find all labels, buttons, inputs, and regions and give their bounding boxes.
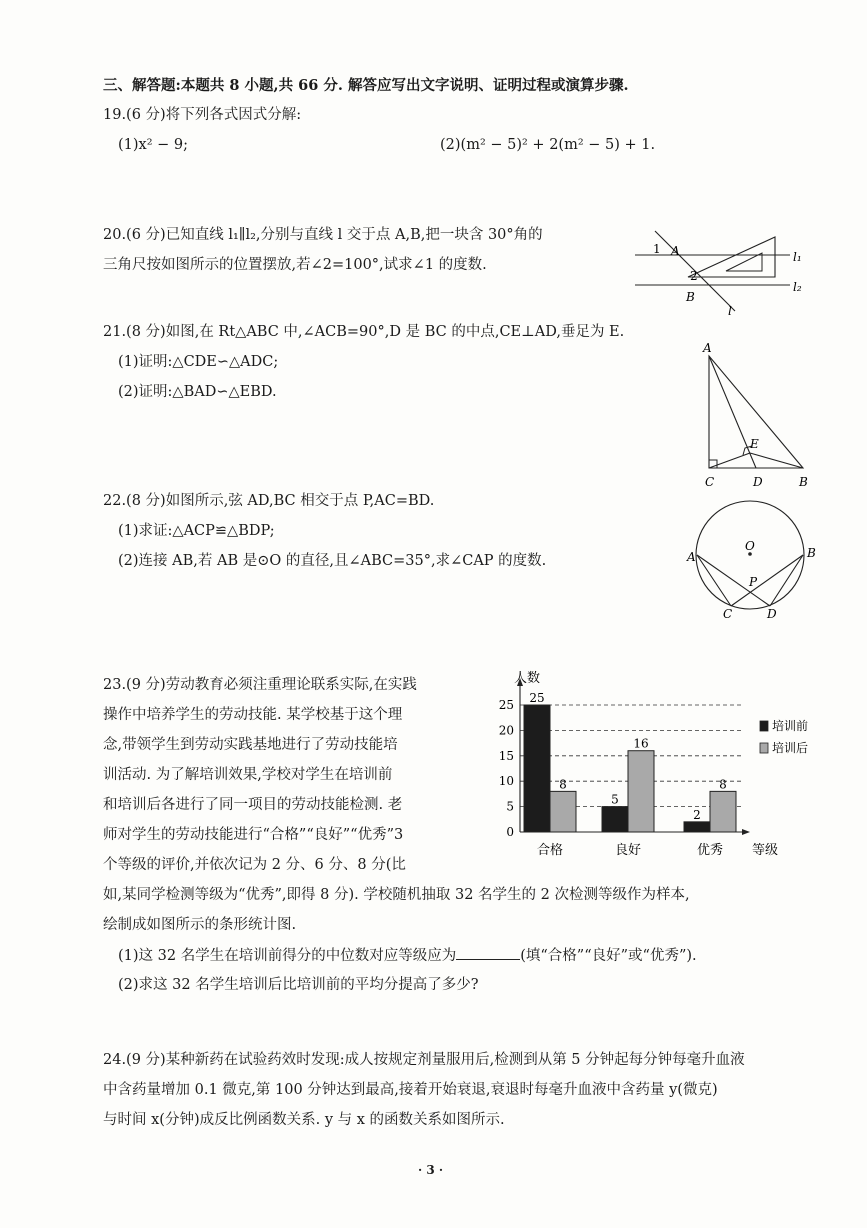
data-label: 2 — [693, 807, 701, 822]
category-label: 优秀 — [696, 843, 724, 858]
q20-line2: 三角尺按如图所示的位置摆放,若∠2=100°,试求∠1 的度数. — [103, 257, 487, 273]
q23-line6: 师对学生的劳动技能进行“合格”“良好”“优秀”3 — [103, 827, 404, 843]
category-label: 合格 — [536, 843, 564, 858]
fig22-label-D: D — [767, 607, 777, 621]
triangle-ruler-inner — [726, 253, 762, 271]
chord-bc — [731, 555, 803, 606]
q20-figure — [630, 225, 810, 317]
fig22-label-C: C — [723, 607, 733, 621]
q21-figure — [695, 340, 820, 492]
triangle-abc — [709, 356, 803, 468]
section-heading: 三、解答题:本题共 8 小题,共 66 分. 解答应写出文字说明、证明过程或演算步骤. — [103, 77, 629, 94]
y-tick-label: 20 — [498, 723, 514, 738]
q21-stem: 21.(8 分)如图,在 Rt△ABC 中,∠ACB=90°,D 是 BC 的中点,CE⊥AD,垂足为 E. — [103, 324, 625, 340]
fig21-label-C: C — [705, 475, 715, 489]
q19-part2: (2)(m² − 5)² + 2(m² − 5) + 1. — [440, 137, 656, 153]
fig21-label-B: B — [799, 475, 808, 489]
page-number: · 3 · — [418, 1163, 444, 1177]
fig20-label-2: 2 — [690, 269, 698, 283]
bar — [684, 822, 710, 832]
q23-line4: 训活动. 为了解培训效果,学校对学生在培训前 — [103, 767, 393, 783]
y-tick-label: 5 — [506, 799, 514, 814]
answer-blank[interactable] — [456, 945, 520, 960]
q24-line1: 24.(9 分)某种新药在试验药效时发现:成人按规定剂量服用后,检测到从第 5 分钟起每分钟每毫升血液 — [103, 1052, 745, 1068]
q20-line1: 20.(6 分)已知直线 l₁∥l₂,分别与直线 l 交于点 A,B,把一块含 30°角的 — [103, 227, 543, 243]
fig20-label-1: 1 — [653, 242, 661, 256]
q22-part1: (1)求证:△ACP≌△BDP; — [118, 523, 275, 539]
bar — [524, 705, 550, 832]
segment-ad — [709, 356, 756, 468]
chart-legend — [760, 718, 808, 755]
fig22-label-B: B — [807, 546, 816, 560]
fig22-label-A: A — [687, 550, 696, 564]
data-label: 16 — [633, 736, 649, 751]
fig22-label-O: O — [745, 539, 755, 553]
fig20-label-l1: l₁ — [793, 250, 802, 264]
data-label: 8 — [559, 777, 567, 792]
q21-part1: (1)证明:△CDE∽△ADC; — [118, 354, 279, 370]
q24-line3: 与时间 x(分钟)成反比例函数关系. y 与 x 的函数关系如图所示. — [103, 1112, 505, 1128]
q22-part2: (2)连接 AB,若 AB 是⊙O 的直径,且∠ABC=35°,求∠CAP 的度数. — [118, 553, 547, 569]
x-axis-arrow — [742, 829, 750, 835]
q23-part1-suffix: (填“合格”“良好”或“优秀”). — [520, 948, 697, 964]
q22-stem: 22.(8 分)如图所示,弦 AD,BC 相交于点 P,AC=BD. — [103, 493, 435, 509]
category-label: 良好 — [614, 843, 642, 858]
data-label: 8 — [719, 777, 727, 792]
legend-label: 培训前 — [772, 719, 809, 733]
chart-bars — [524, 705, 736, 832]
fig21-label-E: E — [750, 437, 759, 451]
data-label: 5 — [611, 792, 619, 807]
bar — [710, 791, 736, 832]
y-tick-label: 25 — [498, 698, 514, 712]
data-label: 25 — [529, 691, 545, 705]
bar-chart — [470, 668, 809, 860]
fig21-label-A: A — [703, 341, 712, 355]
q19-part1: (1)x² − 9; — [118, 137, 189, 153]
y-axis-label: 人数 — [514, 671, 541, 686]
fig20-label-B: B — [686, 290, 695, 304]
q22-figure — [685, 500, 820, 622]
q23-line7: 个等级的评价,并依次记为 2 分、6 分、8 分(比 — [103, 857, 406, 873]
q23-line2: 操作中培养学生的劳动技能. 某学校基于这个理 — [103, 707, 403, 723]
fig20-label-l: l — [728, 304, 732, 318]
y-tick-label: 0 — [506, 825, 514, 839]
fig21-label-D: D — [753, 475, 763, 489]
legend-swatch — [760, 721, 768, 731]
q23-part1 — [118, 945, 697, 966]
q23-line5: 和培训后各进行了同一项目的劳动技能检测. 老 — [103, 797, 403, 813]
fig22-label-P: P — [749, 575, 758, 589]
fig20-label-A: A — [671, 244, 680, 258]
fig20-label-l2: l₂ — [793, 280, 802, 294]
q23-part1-prefix: (1)这 32 名学生在培训前得分的中位数对应等级应为 — [118, 948, 457, 964]
legend-swatch — [760, 743, 768, 753]
q19-stem: 19.(6 分)将下列各式因式分解: — [103, 107, 302, 123]
q21-part2: (2)证明:△BAD∽△EBD. — [118, 384, 277, 400]
q23-line3: 念,带领学生到劳动实践基地进行了劳动技能培 — [103, 737, 398, 753]
x-axis-label: 等级 — [752, 843, 779, 858]
q23-line8: 如,某同学检测等级为“优秀”,即得 8 分). 学校随机抽取 32 名学生的 2 次检测等级作为样本, — [103, 887, 690, 903]
chord-ad — [697, 555, 770, 606]
q24-line2: 中含药量增加 0.1 微克,第 100 分钟达到最高,接着开始衰退,衰退时每毫升血液中含药量 y(微克) — [103, 1082, 718, 1098]
y-tick-label: 15 — [498, 748, 514, 763]
q23-part2: (2)求这 32 名学生培训后比培训前的平均分提高了多少? — [118, 977, 479, 993]
bar — [550, 791, 576, 832]
q23-line9: 绘制成如图所示的条形统计图. — [103, 917, 297, 933]
legend-label: 培训后 — [772, 741, 809, 755]
segment-eb — [750, 453, 803, 468]
y-tick-label: 10 — [498, 774, 514, 789]
bar — [628, 751, 654, 832]
bar — [602, 807, 628, 832]
q23-line1: 23.(9 分)劳动教育必须注重理论联系实际,在实践 — [103, 677, 417, 693]
